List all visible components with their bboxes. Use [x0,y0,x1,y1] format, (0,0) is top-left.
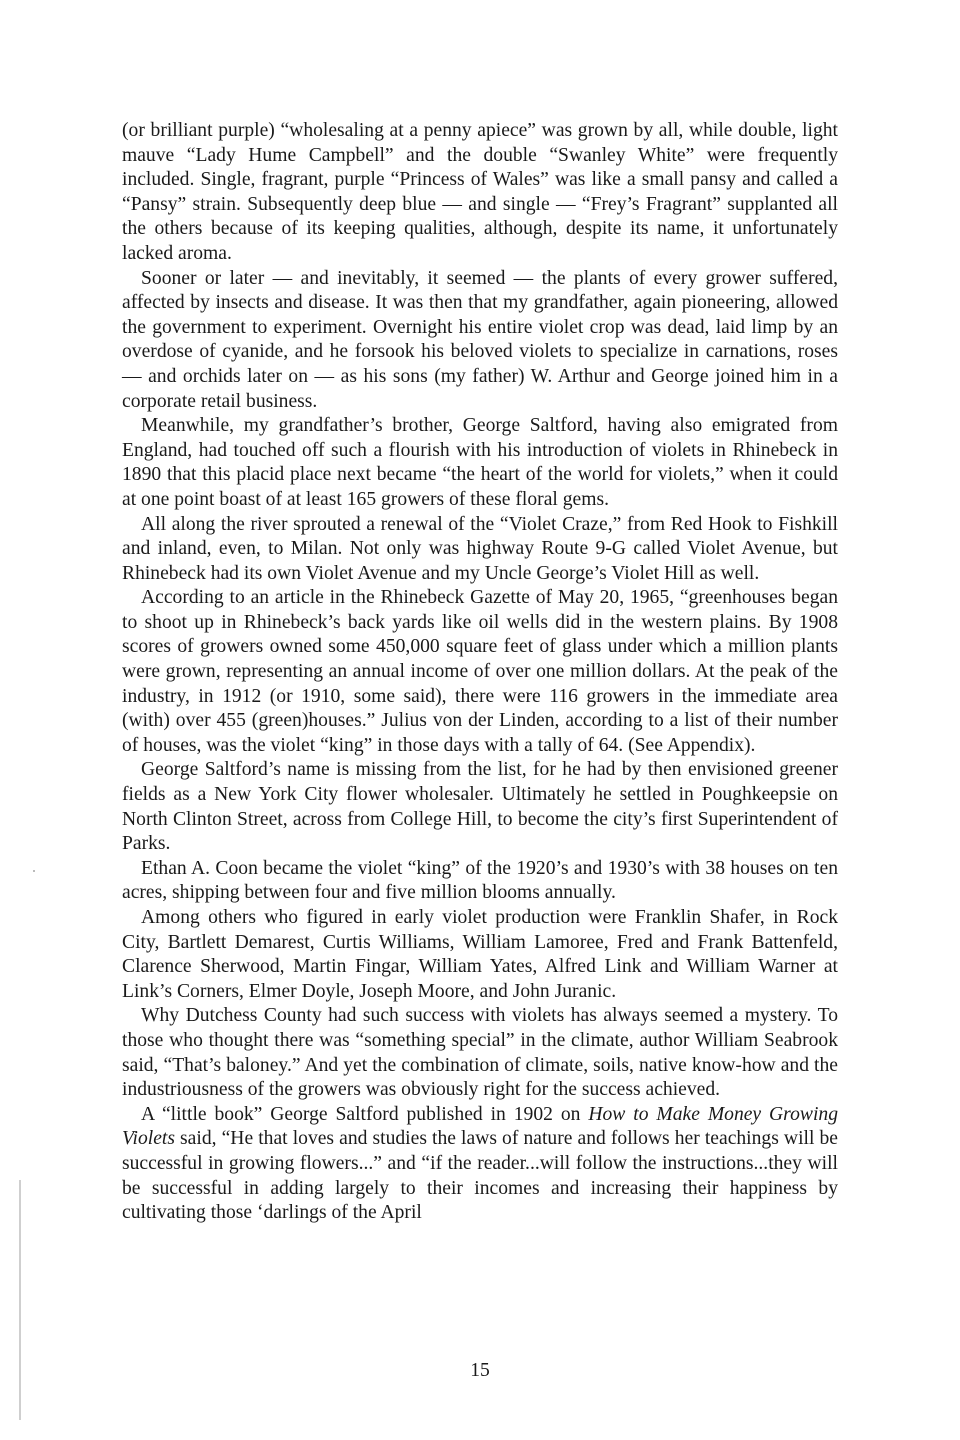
paragraph-text: said, “He that loves and studies the laws of nature and follows her teachings will be successful in growing flowers...” and “if the reader...will follow the instructions...they will be successful in adding largely to their incomes and increasing their happiness by cultivating those ‘darlings of the April [122,1128,838,1224]
paragraph [122,513,838,587]
paragraph [122,267,838,415]
book-title-italic: How to Make Money Growing Violets [122,1103,838,1150]
paragraph [122,758,838,856]
paragraph-text: Among others who figured in early violet production were Franklin Shafer, in Rock City, Bartlett Demarest, Curtis Williams, William Lamoree, Fred and Frank Battenfeld, Clarence Sherwood, Martin Fingar, William Yates, Alfred Link and William Warner at Link’s Corners, Elmer Doyle, Joseph Moore, and John Juranic. [122,907,838,1002]
paragraph-text: Why Dutchess County had such success with violets has always seemed a mystery. To those who thought there was “something special” in the climate, author William Seabrook said, “That’s baloney.” And yet the combination of climate, soils, native know-how and the industriousness of the growers was obviously right for the success achieved. [122,1005,838,1101]
paragraph-text: A “little book” George Saltford published in 1902 on [141,1103,589,1125]
paragraph-text: George Saltford’s name is missing from the list, for he had by then envisioned greener fields as a New York City flower wholesaler. Ultimately he settled in Poughkeepsie on North Clinton Street, across from College Hill, to become the city’s first Superintendent of Parks. [122,759,838,855]
paragraph [122,414,838,512]
paragraph [122,1004,838,1102]
paragraph-text: Sooner or later — and inevitably, it seemed — the plants of every grower suffered, affected by insects and disease. It was then that my grandfather, again pioneering, allowed the government to experiment. Overnight his entire violet crop was dead, laid limp by an overdose of cyanide, and he forsook his beloved violets to specialize in carnations, roses — and orchids later on — as his sons (my father) W. Arthur and George joined him in a corporate retail business. [122,267,838,412]
paragraph-text: According to an article in the Rhinebeck Gazette of May 20, 1965, “greenhouses began to shoot up in Rhinebeck’s back yards like oil wells did in the western plains. By 1908 scores of growers owned some 450,000 square feet of glass under which a million plants were grown, representing an annual income of over one million dollars. At the peak of the industry, in 1912 (or 1910, some said), there were 116 growers in the immediate area (with) over 455 (green)houses.” Julius von der Linden, according to a list of their number of houses, was the violet “king” in those days with a tally of 64. (See Appendix). [122,587,838,756]
paragraph [122,1103,838,1226]
paragraph [122,906,838,1004]
paragraph-text: All along the river sprouted a renewal of the “Violet Craze,” from Red Hook to Fishkill and inland, even, to Milan. Not only was highway Route 9-G called Violet Avenue, but Rhinebeck had its own Violet Avenue and my Uncle George’s Violet Hill as well. [122,513,838,584]
page-number: 15 [470,1360,490,1381]
paragraph [122,857,838,906]
scan-speck [33,870,35,872]
body-text [122,119,838,1226]
paragraph-text: Meanwhile, my grandfather’s brother, George Saltford, having also emigrated from England, had touched off such a flourish with his introduction of violets in Rhinebeck in 1890 that this placid place next became “the heart of the world for violets,” when it could at one point boast of at least 165 growers of these floral gems. [122,415,838,510]
paragraph-text: Ethan A. Coon became the violet “king” of the 1920’s and 1930’s with 38 houses on ten acres, shipping between four and five million blooms annually. [122,857,838,904]
paragraph [122,119,838,267]
paragraph [122,586,838,758]
scan-edge-mark [19,1180,21,1420]
paragraph-text: (or brilliant purple) “wholesaling at a penny apiece” was grown by all, while double, light mauve “Lady Hume Campbell” and the double “Swanley White” were frequently included. Single, fragrant, purple “Princess of Wales” was like a small pansy and called a “Pansy” strain. Subsequently deep blue — and single — “Frey’s Fragrant” supplanted all the others because of its keeping qualities, although, despite its name, it unfortunately lacked aroma. [122,120,838,264]
